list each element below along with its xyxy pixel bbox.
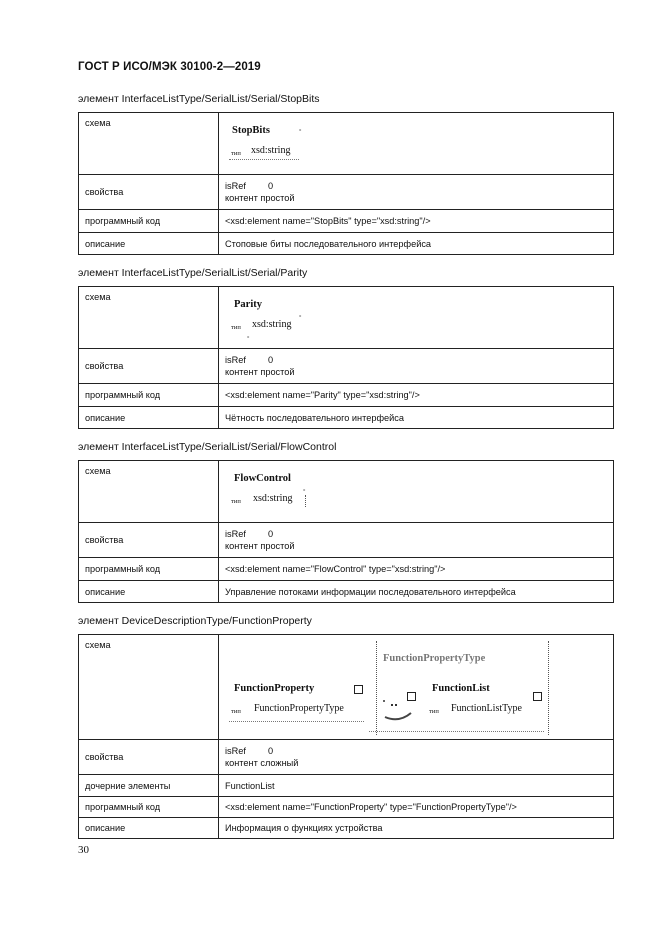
schema-cell — [219, 461, 614, 523]
expand-box-icon — [533, 692, 542, 701]
description-value: Управление потоками информации последовательного интерфейса — [219, 581, 614, 603]
schema-cell — [219, 635, 614, 740]
schema-type-keyword: тип — [231, 708, 241, 715]
group-bottom-border — [369, 731, 544, 732]
isref-value: 0 — [267, 529, 274, 539]
schema-diagram-stopbits — [219, 113, 613, 174]
row-label-code: программный код — [79, 797, 219, 818]
isref-label: isRef — [225, 355, 246, 365]
row-label-properties: свойства — [79, 175, 219, 210]
properties-cell — [219, 523, 614, 558]
schema-element-name: Parity — [234, 299, 262, 310]
row-label-description: описание — [79, 581, 219, 603]
code-value: <xsd:element name="StopBits" type="xsd:string"/> — [219, 210, 614, 233]
isref-value: 0 — [267, 181, 274, 191]
content-type: контент сложный — [225, 758, 299, 768]
row-label-schema: схема — [79, 287, 219, 349]
row-label-properties: свойства — [79, 349, 219, 384]
content-type: контент простой — [225, 541, 295, 551]
diagram-dot: ° — [299, 129, 302, 135]
row-label-description: описание — [79, 233, 219, 255]
schema-diagram-flowcontrol — [219, 461, 613, 522]
isref-value: 0 — [267, 355, 274, 365]
code-value: <xsd:element name="Parity" type="xsd:string"/> — [219, 384, 614, 407]
schema-element-name: StopBits — [232, 125, 270, 136]
schema-type-value: xsd:string — [252, 319, 292, 330]
description-value: Чётность последовательного интерфейса — [219, 407, 614, 429]
row-label-code: программный код — [79, 384, 219, 407]
row-label-children: дочерние элементы — [79, 775, 219, 797]
section-title-functionproperty: элемент DeviceDescriptionType/FunctionProperty — [78, 615, 312, 627]
spec-table-parity — [78, 286, 614, 429]
content-type: контент простой — [225, 367, 295, 377]
code-value: <xsd:element name="FunctionProperty" type="FunctionPropertyType"/> — [219, 797, 614, 818]
schema-element-name: FlowControl — [234, 473, 291, 484]
description-value: Стоповые биты последовательного интерфейса — [219, 233, 614, 255]
section-title-flowcontrol: элемент InterfaceListType/SerialList/Serial/FlowControl — [78, 441, 337, 453]
isref-label: isRef — [225, 181, 246, 191]
schema-cell — [219, 113, 614, 175]
children-value: FunctionList — [219, 775, 614, 797]
properties-cell — [219, 175, 614, 210]
section-title-parity: элемент InterfaceListType/SerialList/Serial/Parity — [78, 267, 308, 279]
isref-value: 0 — [267, 746, 274, 756]
schema-type-value: xsd:string — [253, 493, 293, 504]
row-label-schema: схема — [79, 635, 219, 740]
row-label-code: программный код — [79, 210, 219, 233]
isref-label: isRef — [225, 529, 246, 539]
code-value: <xsd:element name="FlowControl" type="xsd:string"/> — [219, 558, 614, 581]
row-label-description: описание — [79, 407, 219, 429]
expand-box-icon — [354, 685, 363, 694]
schema-element-name: FunctionProperty — [234, 683, 315, 694]
properties-cell — [219, 740, 614, 775]
properties-cell — [219, 349, 614, 384]
description-value: Информация о функциях устройства — [219, 818, 614, 839]
schema-type-keyword: тип — [429, 708, 439, 715]
group-left-border — [376, 641, 377, 735]
group-right-border — [548, 641, 549, 735]
diagram-dot: ° — [299, 315, 302, 321]
schema-type-keyword: тип — [231, 324, 241, 331]
diagram-dot: ° — [247, 336, 250, 342]
schema-underline — [229, 159, 299, 160]
section-title-stopbits: элемент InterfaceListType/SerialList/Serial/StopBits — [78, 93, 320, 105]
row-label-code: программный код — [79, 558, 219, 581]
schema-type-keyword: тип — [231, 498, 241, 505]
schema-type-value: FunctionPropertyType — [254, 703, 344, 714]
isref-label: isRef — [225, 746, 246, 756]
row-label-schema: схема — [79, 113, 219, 175]
row-label-properties: свойства — [79, 523, 219, 558]
row-label-properties: свойства — [79, 740, 219, 775]
schema-type-value: xsd:string — [251, 145, 291, 156]
schema-diagram-functionproperty — [219, 635, 613, 739]
connector-box-icon — [407, 692, 416, 701]
spec-table-functionproperty — [78, 634, 614, 839]
page-number: 30 — [78, 844, 89, 856]
page-header: ГОСТ Р ИСО/МЭК 30100-2—2019 — [78, 61, 261, 73]
diagram-dot: ° — [303, 489, 306, 495]
row-label-schema: схема — [79, 461, 219, 523]
row-label-description: описание — [79, 818, 219, 839]
schema-child-type: FunctionListType — [451, 703, 522, 714]
diagram-dotted-line — [305, 495, 306, 507]
spec-table-flowcontrol — [78, 460, 614, 603]
schema-type-keyword: тип — [231, 150, 241, 157]
spec-table-stopbits — [78, 112, 614, 255]
schema-diagram-parity — [219, 287, 613, 348]
schema-underline — [229, 721, 364, 722]
schema-child-name: FunctionList — [432, 683, 490, 694]
schema-group-name: FunctionPropertyType — [383, 653, 486, 664]
schema-cell — [219, 287, 614, 349]
content-type: контент простой — [225, 193, 295, 203]
